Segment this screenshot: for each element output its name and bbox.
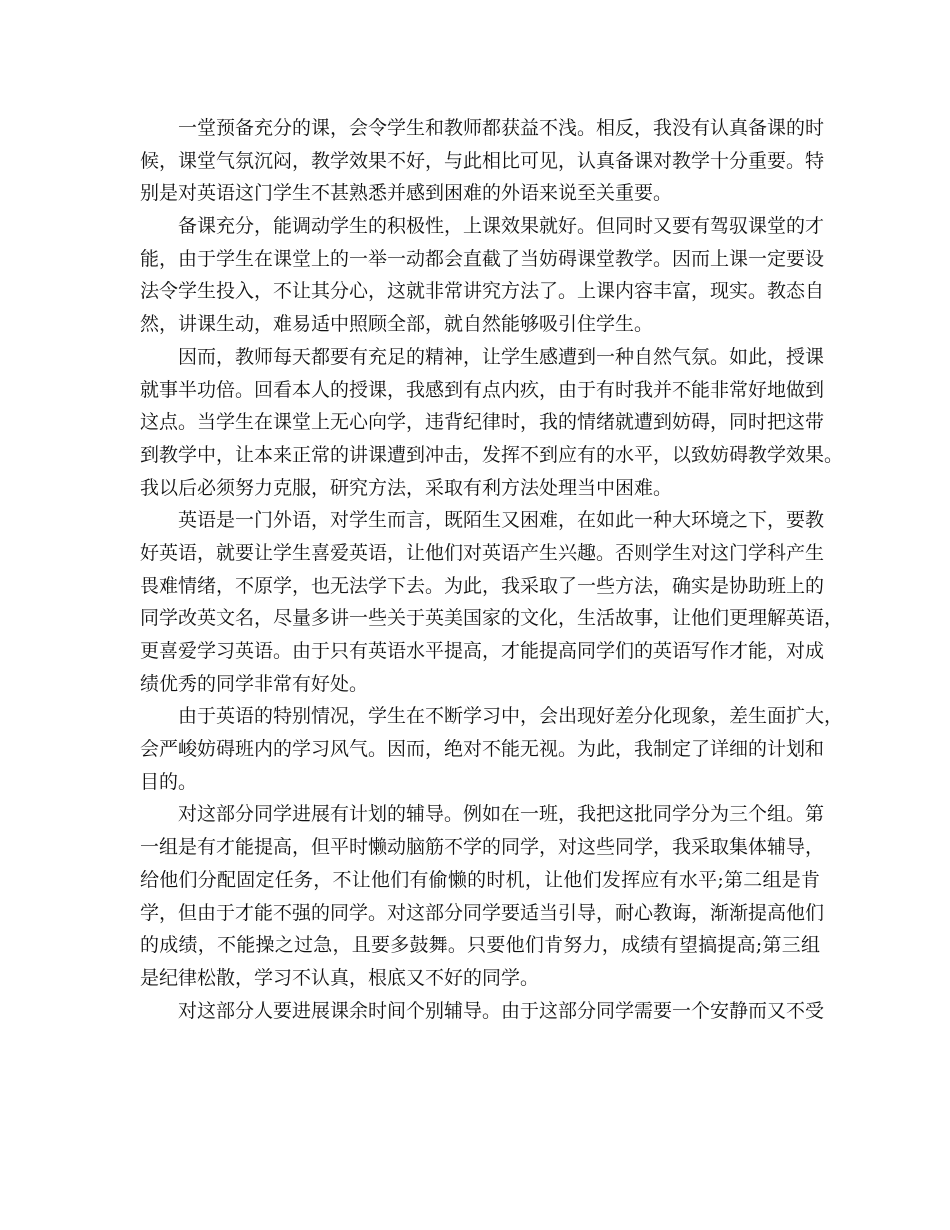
text-line: 绩优秀的同学非常有好处。 <box>140 672 369 695</box>
text-line: 畏难情绪，不原学，也无法学下去。为此，我采取了一些方法，确实是协助班上的 <box>140 574 825 597</box>
text-line: 的成绩，不能操之过急，且要多鼓舞。只要他们肯努力，成绩有望搞提高;第三组 <box>140 934 820 957</box>
text-line: 到教学中，让本来正常的讲课遭到冲击，发挥不到应有的水平，以致妨碍教学效果。 <box>140 443 844 466</box>
text-line: 对这部分人要进展课余时间个别辅导。由于这部分同学需要一个安静而又不受 <box>178 999 825 1022</box>
text-line: 法令学生投入，不让其分心，这就非常讲究方法了。上课内容丰富，现实。教态自 <box>140 280 825 303</box>
text-line: 别是对英语这门学生不甚熟悉并感到困难的外语来说至关重要。 <box>140 182 673 205</box>
body-text <box>140 112 844 1027</box>
text-line: 这点。当学生在课堂上无心向学，违背纪律时，我的情绪就遭到妨碍，同时把这带 <box>140 411 825 434</box>
text-line: 英语是一门外语，对学生而言，既陌生又困难，在如此一种大环境之下，要教 <box>178 509 825 532</box>
text-line: 由于英语的特别情况，学生在不断学习中，会出现好差分化现象，差生面扩大， <box>178 705 844 728</box>
text-line: 就事半功倍。回看本人的授课，我感到有点内疚，由于有时我并不能非常好地做到 <box>140 378 825 401</box>
text-line: 学，但由于才能不强的同学。对这部分同学要适当引导，耐心教诲，渐渐提高他们 <box>140 901 825 924</box>
text-line: 候，课堂气氛沉闷，教学效果不好，与此相比可见，认真备课对教学十分重要。特 <box>140 149 825 172</box>
text-line: 给他们分配固定任务，不让他们有偷懒的时机，让他们发挥应有水平;第二组是肯 <box>140 868 820 891</box>
text-line: 因而，教师每天都要有充足的精神，让学生感遭到一种自然气氛。如此，授课 <box>178 345 825 368</box>
text-line: 我以后必须努力克服，研究方法，采取有利方法处理当中困难。 <box>140 476 673 499</box>
text-line: 一堂预备充分的课，会令学生和教师都获益不浅。相反，我没有认真备课的时 <box>178 117 825 139</box>
text-line: 一组是有才能提高，但平时懒动脑筋不学的同学，对这些同学，我采取集体辅导， <box>140 836 825 859</box>
text-line: 备课充分，能调动学生的积极性，上课效果就好。但同时又要有驾驭课堂的才 <box>178 215 825 238</box>
text-line: 更喜爱学习英语。由于只有英语水平提高，才能提高同学们的英语写作才能，对成 <box>140 640 825 662</box>
text-line: 目的。 <box>140 770 198 793</box>
text-line: 能，由于学生在课堂上的一举一动都会直截了当妨碍课堂教学。因而上课一定要设 <box>140 247 825 270</box>
text-line: 同学改英文名，尽量多讲一些关于英美国家的文化，生活故事，让他们更理解英语， <box>140 607 844 630</box>
text-line: 会严峻妨碍班内的学习风气。因而，绝对不能无视。为此，我制定了详细的计划和 <box>140 738 825 761</box>
text-line: 好英语，就要让学生喜爱英语，让他们对英语产生兴趣。否则学生对这门学科产生 <box>140 541 825 564</box>
text-line: 是纪律松散，学习不认真，根底又不好的同学。 <box>140 966 540 989</box>
text-line: 然，讲课生动，难易适中照顾全部，就自然能够吸引住学生。 <box>140 313 654 336</box>
text-line: 对这部分同学进展有计划的辅导。例如在一班，我把这批同学分为三个组。第 <box>178 803 825 826</box>
